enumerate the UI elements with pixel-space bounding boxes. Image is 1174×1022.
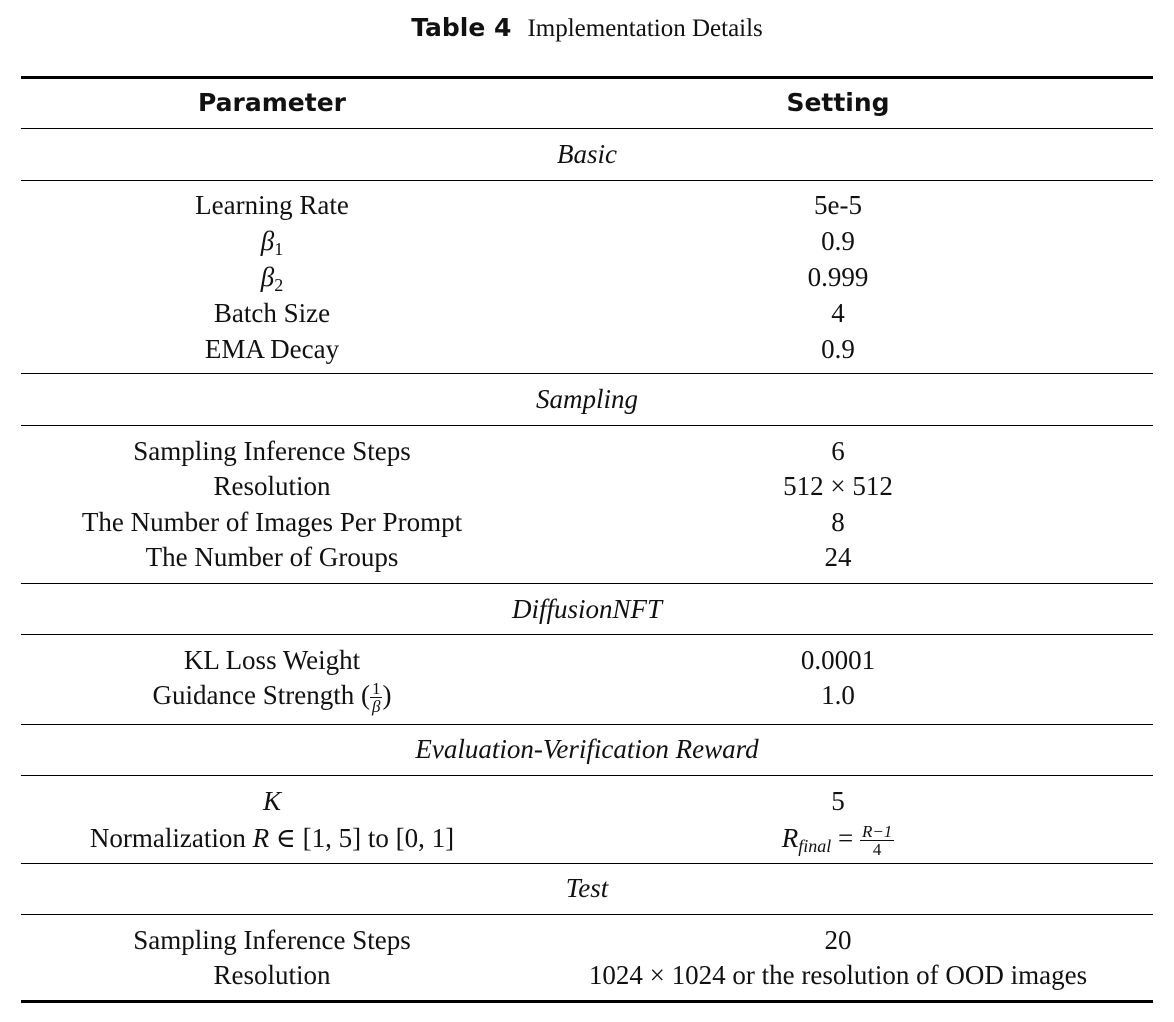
equals-sign: = bbox=[831, 823, 860, 853]
section-rule bbox=[21, 863, 1153, 864]
param-sampling-resolution: Resolution bbox=[213, 471, 331, 501]
header-setting: Setting bbox=[786, 88, 890, 117]
value-k: 5 bbox=[831, 786, 845, 816]
normalization-range: ∈ [1, 5] to [0, 1] bbox=[269, 823, 455, 853]
normalization-variable: R bbox=[252, 823, 270, 853]
section-rule bbox=[21, 373, 1153, 374]
section-test-title: Test bbox=[565, 873, 609, 903]
bottom-rule bbox=[21, 1000, 1153, 1003]
table-title: Implementation Details bbox=[527, 15, 763, 42]
fraction-numerator: 1 bbox=[371, 679, 381, 699]
value-number-of-groups: 24 bbox=[824, 542, 852, 572]
param-k: K bbox=[262, 786, 281, 816]
guidance-close-paren: ) bbox=[382, 680, 392, 710]
fraction-numerator: R−1 bbox=[861, 822, 893, 842]
fraction-denominator: 4 bbox=[872, 840, 882, 860]
top-rule bbox=[21, 76, 1153, 79]
header-parameter: Parameter bbox=[198, 88, 346, 117]
table-caption bbox=[0, 12, 1174, 45]
value-ema-decay: 0.9 bbox=[821, 334, 855, 364]
param-batch-size: Batch Size bbox=[213, 298, 331, 328]
section-rule bbox=[21, 634, 1153, 635]
value-beta1: 0.9 bbox=[821, 226, 855, 256]
param-normalization bbox=[21, 820, 523, 856]
value-sampling-resolution: 512 × 512 bbox=[783, 471, 893, 501]
param-number-of-groups: The Number of Groups bbox=[145, 542, 399, 572]
beta1-symbol: β bbox=[260, 226, 275, 256]
beta2-subscript: 2 bbox=[274, 275, 284, 295]
section-sampling-title: Sampling bbox=[535, 384, 638, 414]
value-test-steps: 20 bbox=[824, 925, 852, 955]
section-rule bbox=[21, 724, 1153, 725]
param-test-steps: Sampling Inference Steps bbox=[133, 925, 411, 955]
section-rule bbox=[21, 775, 1153, 776]
value-learning-rate: 5e-5 bbox=[814, 190, 862, 220]
normalization-label: Normalization bbox=[89, 823, 253, 853]
param-learning-rate: Learning Rate bbox=[195, 190, 349, 220]
fraction-denominator: β bbox=[371, 697, 381, 717]
section-diffusionnft-title: DiffusionNFT bbox=[511, 594, 663, 624]
section-basic-title: Basic bbox=[557, 139, 617, 169]
value-beta2: 0.999 bbox=[807, 262, 869, 292]
param-test-resolution: Resolution bbox=[213, 960, 331, 990]
value-sampling-steps: 6 bbox=[831, 436, 845, 466]
table-number: Table 4 bbox=[411, 13, 512, 42]
section-rule bbox=[21, 180, 1153, 181]
param-kl-loss-weight: KL Loss Weight bbox=[183, 645, 361, 675]
param-images-per-prompt: The Number of Images Per Prompt bbox=[81, 507, 463, 537]
param-ema-decay: EMA Decay bbox=[204, 334, 340, 364]
value-kl-loss-weight: 0.0001 bbox=[800, 645, 876, 675]
normalization-fraction bbox=[860, 823, 894, 858]
param-guidance-strength bbox=[21, 677, 523, 715]
param-sampling-steps: Sampling Inference Steps bbox=[133, 436, 411, 466]
section-rule bbox=[21, 914, 1153, 915]
value-normalization bbox=[523, 820, 1153, 864]
beta2-symbol: β bbox=[260, 262, 275, 292]
header-rule bbox=[21, 128, 1153, 129]
value-batch-size: 4 bbox=[831, 298, 845, 328]
value-guidance-strength: 1.0 bbox=[821, 680, 855, 710]
rfinal-subscript: final bbox=[798, 836, 832, 856]
guidance-fraction bbox=[370, 680, 383, 715]
value-images-per-prompt: 8 bbox=[831, 507, 845, 537]
section-rule bbox=[21, 425, 1153, 426]
guidance-label: Guidance Strength ( bbox=[152, 680, 370, 710]
rfinal-variable: R bbox=[781, 823, 799, 853]
section-rule bbox=[21, 583, 1153, 584]
section-evr-title: Evaluation-Verification Reward bbox=[415, 734, 759, 764]
value-test-resolution: 1024 × 1024 or the resolution of OOD images bbox=[588, 960, 1088, 990]
beta1-subscript: 1 bbox=[274, 239, 284, 259]
